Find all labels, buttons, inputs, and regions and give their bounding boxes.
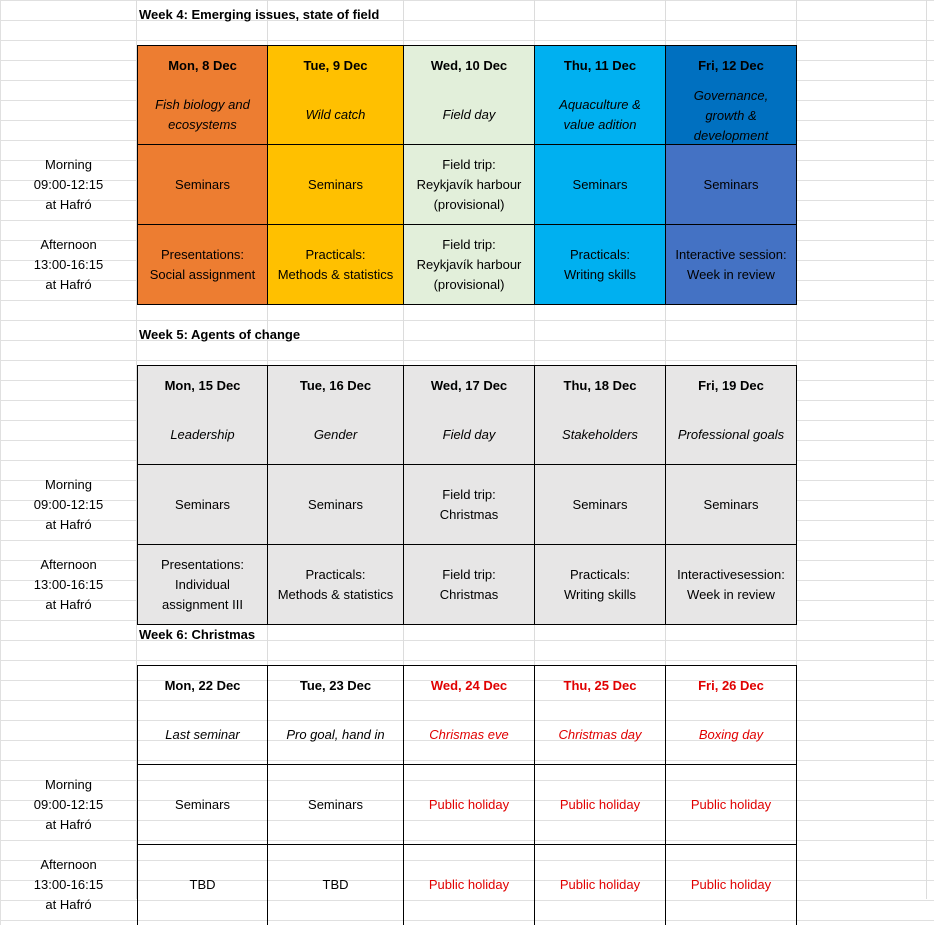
day-date: Thu, 25 Dec	[563, 678, 637, 693]
day-header-4	[535, 665, 666, 765]
day-date: Tue, 9 Dec	[303, 58, 368, 73]
morning-session-2: Seminars	[268, 465, 404, 545]
day-date: Thu, 18 Dec	[563, 378, 637, 393]
day-header-4	[535, 365, 666, 465]
afternoon-session-2: Practicals: Methods & statistics	[268, 545, 404, 625]
day-theme: Stakeholders	[562, 427, 638, 442]
day-theme: Pro goal, hand in	[286, 727, 385, 742]
morning-session-5: Public holiday	[666, 765, 797, 845]
day-theme: Field day	[442, 427, 496, 442]
day-header-4	[535, 45, 666, 145]
day-date: Fri, 19 Dec	[698, 378, 764, 393]
day-header-2	[268, 365, 404, 465]
day-header-5	[666, 665, 797, 765]
morning-session-3: Field trip: Reykjavík harbour (provisional)	[404, 145, 535, 225]
day-date: Wed, 17 Dec	[430, 378, 508, 393]
day-theme: Field day	[442, 107, 496, 122]
morning-session-1: Seminars	[137, 765, 268, 845]
day-header-3	[404, 365, 535, 465]
day-theme: Chrismas eve	[429, 727, 509, 742]
morning-session-4: Seminars	[535, 145, 666, 225]
afternoon-session-4: Practicals: Writing skills	[535, 225, 666, 305]
day-date: Mon, 15 Dec	[164, 378, 241, 393]
morning-session-1: Seminars	[137, 145, 268, 225]
day-theme: Wild catch	[305, 107, 366, 122]
week5-title: Week 5: Agents of change	[139, 327, 301, 342]
day-header-2	[268, 665, 404, 765]
day-header-3	[404, 665, 535, 765]
morning-session-4: Seminars	[535, 465, 666, 545]
day-theme: Christmas day	[558, 727, 642, 742]
day-header-5	[666, 365, 797, 465]
day-header-1	[137, 45, 268, 145]
morning-row-label: Morning 09:00-12:15 at Hafró	[33, 157, 104, 212]
day-header-3	[404, 45, 535, 145]
day-date: Thu, 11 Dec	[563, 58, 637, 73]
morning-session-1: Seminars	[137, 465, 268, 545]
afternoon-row-label: Afternoon 13:00-16:15 at Hafró	[33, 237, 104, 292]
day-date: Tue, 23 Dec	[299, 678, 372, 693]
afternoon-session-4: Practicals: Writing skills	[535, 545, 666, 625]
day-theme: Leadership	[170, 427, 235, 442]
morning-session-3: Public holiday	[404, 765, 535, 845]
afternoon-session-3: Field trip: Reykjavík harbour (provisional)	[404, 225, 535, 305]
day-date: Mon, 22 Dec	[164, 678, 241, 693]
afternoon-session-1: Presentations: Social assignment	[137, 225, 268, 305]
morning-row-label: Morning 09:00-12:15 at Hafró	[33, 777, 104, 832]
day-theme: Governance, growth & development	[693, 88, 769, 143]
day-date: Fri, 26 Dec	[698, 678, 764, 693]
afternoon-session-3: Field trip: Christmas	[404, 545, 535, 625]
afternoon-session-5: Interactivesession: Week in review	[666, 545, 797, 625]
day-header-1	[137, 365, 268, 465]
afternoon-session-3: Public holiday	[404, 845, 535, 925]
morning-session-5: Seminars	[666, 145, 797, 225]
day-date: Mon, 8 Dec	[168, 58, 237, 73]
day-theme: Boxing day	[698, 727, 764, 742]
morning-session-5: Seminars	[666, 465, 797, 545]
day-date: Wed, 10 Dec	[430, 58, 508, 73]
day-theme: Fish biology and ecosystems	[155, 97, 250, 132]
week4-title: Week 4: Emerging issues, state of field	[139, 7, 380, 22]
afternoon-session-5: Public holiday	[666, 845, 797, 925]
day-header-5	[666, 45, 797, 145]
afternoon-session-1: Presentations: Individual assignment III	[137, 545, 268, 625]
day-date: Fri, 12 Dec	[698, 58, 764, 73]
morning-session-3: Field trip: Christmas	[404, 465, 535, 545]
afternoon-session-5: Interactive session: Week in review	[666, 225, 797, 305]
afternoon-session-4: Public holiday	[535, 845, 666, 925]
day-date: Tue, 16 Dec	[299, 378, 372, 393]
afternoon-session-2: Practicals: Methods & statistics	[268, 225, 404, 305]
afternoon-session-2: TBD	[268, 845, 404, 925]
day-date: Wed, 24 Dec	[430, 678, 508, 693]
day-header-1	[137, 665, 268, 765]
week6-title: Week 6: Christmas	[139, 627, 256, 642]
afternoon-row-label: Afternoon 13:00-16:15 at Hafró	[33, 857, 104, 912]
day-theme: Last seminar	[165, 727, 240, 742]
day-theme: Professional goals	[677, 427, 785, 442]
morning-session-2: Seminars	[268, 145, 404, 225]
day-header-2	[268, 45, 404, 145]
day-theme: Aquaculture & value adition	[559, 97, 641, 132]
morning-session-2: Seminars	[268, 765, 404, 845]
afternoon-session-1: TBD	[137, 845, 268, 925]
day-theme: Gender	[313, 427, 358, 442]
morning-row-label: Morning 09:00-12:15 at Hafró	[33, 477, 104, 532]
morning-session-4: Public holiday	[535, 765, 666, 845]
afternoon-row-label: Afternoon 13:00-16:15 at Hafró	[33, 557, 104, 612]
